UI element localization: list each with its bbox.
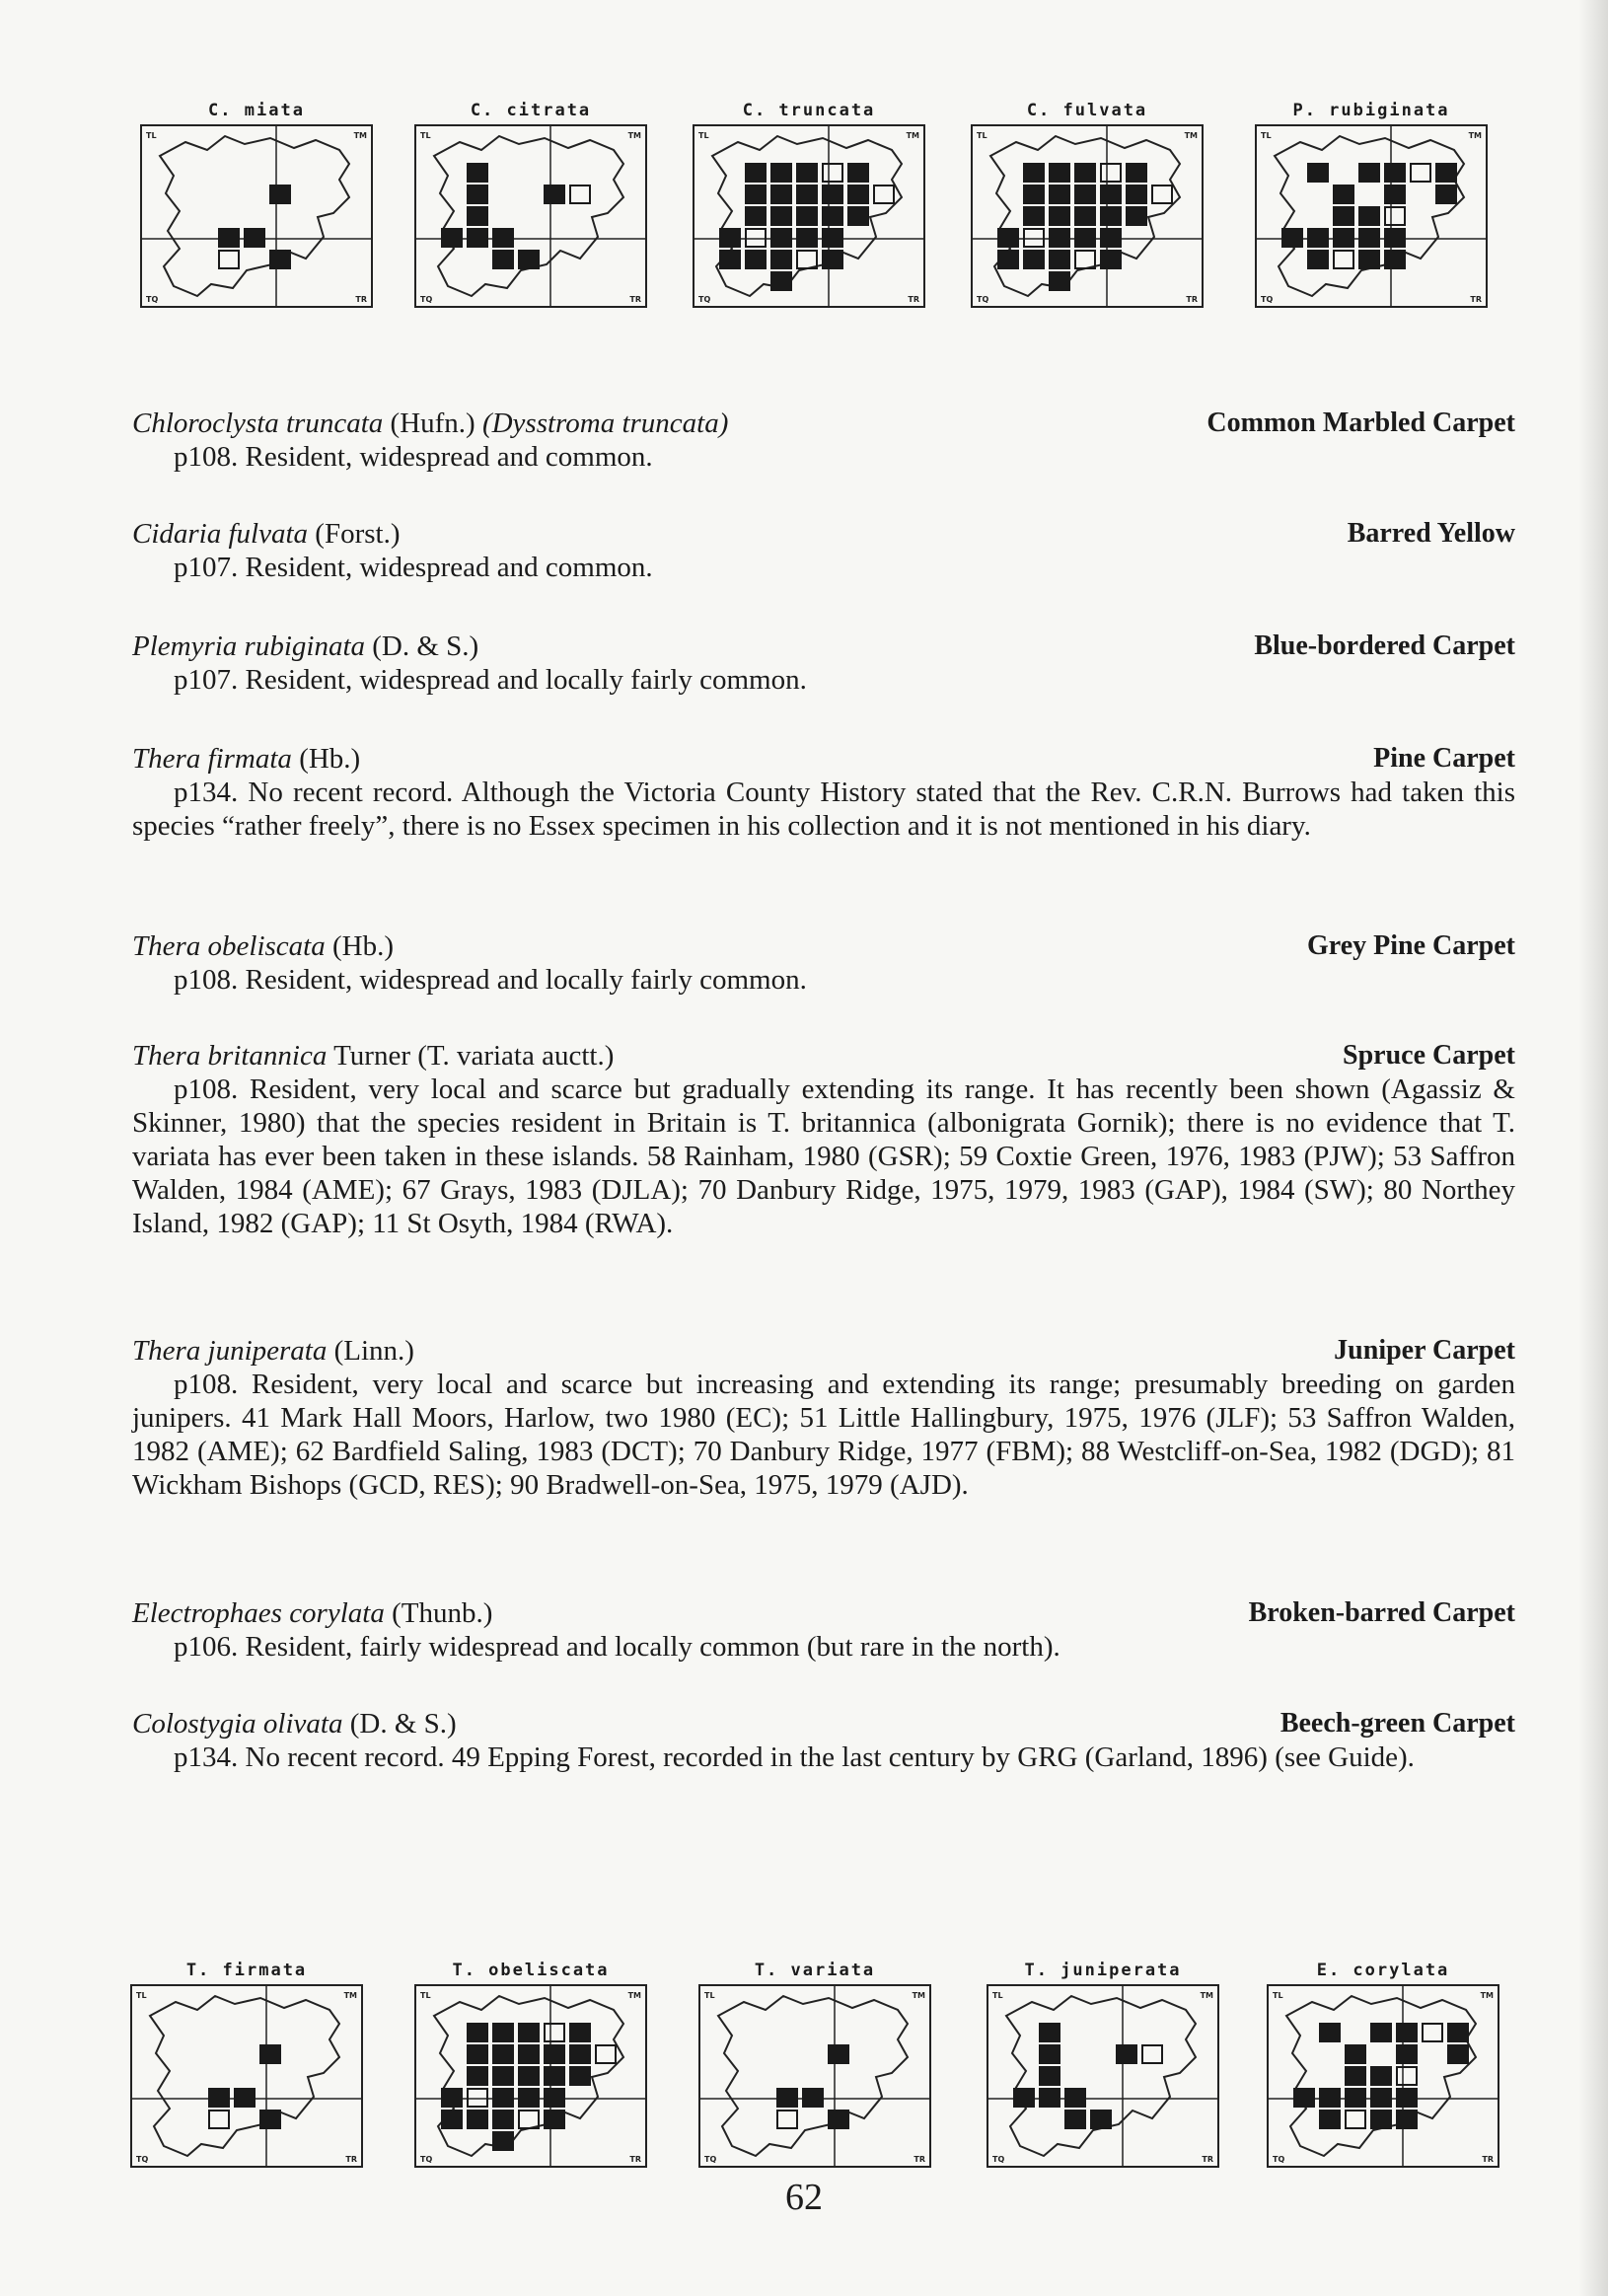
species-entry <box>132 1707 1515 1774</box>
map-corner-label: TL <box>1273 1991 1283 2000</box>
record-square <box>468 229 487 247</box>
record-square <box>1371 2067 1391 2085</box>
map-figure <box>691 122 927 310</box>
record-square <box>1320 2111 1340 2128</box>
record-square <box>720 251 740 268</box>
record-square <box>823 229 842 247</box>
record-square <box>1075 229 1095 247</box>
map-corner-label: TM <box>1184 131 1198 140</box>
record-square <box>1397 2111 1417 2128</box>
species-entry <box>132 1039 1515 1240</box>
record-square <box>1385 185 1405 203</box>
county-outline <box>1006 1996 1196 2156</box>
record-square <box>771 207 791 225</box>
record-square <box>545 2045 564 2063</box>
entry-text: p107. Resident, widespread and common. <box>174 552 653 583</box>
map-corner-label: TR <box>1482 2155 1494 2164</box>
entry-text: p108. Resident, very local and scarce but gradually extending its range. It has recently been shown (Agassiz & Skinner, 1980) that the species resident in Britain is T. britannica (albonigrata Gornik); there is no evidence that T. variata has ever been taken in these islands. 58 Rainham, 1980 (GSR); 59 Coxtie Green, 1976, 1983 (PJW); 53 Saffron Walden, 1984 (AME); 67 Grays, 1983 (DJLA); 70 Danbury Ridge, 1975, 1979, 1983 (GAP), 1984 (SW); 80 Northey Island, 1982 (GAP); 11 St Osyth, 1984 (RWA). <box>132 1074 1515 1239</box>
entry-text: p108. Resident, widespread and common. <box>174 441 653 473</box>
record-square <box>219 251 239 268</box>
map-svg <box>696 1982 933 2170</box>
entry-text: p108. Resident, widespread and locally fairly common. <box>174 964 807 996</box>
record-square <box>1334 251 1353 268</box>
map-figure <box>969 122 1206 310</box>
entry-text: p134. No recent record. 49 Epping Forest, recorded in the last century by GRG (Garland, 1896) (see Guide). <box>174 1741 1415 1773</box>
record-square <box>1282 229 1302 247</box>
entry-heading <box>132 1596 1515 1630</box>
scientific-name: Thera juniperata <box>132 1335 328 1367</box>
common-name: Beech-green Carpet <box>1279 1708 1515 1739</box>
species-entry <box>132 929 1515 997</box>
map-svg <box>691 122 927 310</box>
scientific-name: Cidaria fulvata <box>132 518 309 550</box>
map-svg <box>985 1982 1221 2170</box>
map-corner-label: TL <box>698 131 709 140</box>
record-square <box>1294 2089 1314 2107</box>
record-square <box>493 251 513 268</box>
map-corner-label: TQ <box>992 2155 1005 2164</box>
map-corner-label: TM <box>1468 131 1482 140</box>
record-square <box>570 2024 590 2041</box>
page-number: 62 <box>785 2177 823 2218</box>
common-name: Barred Yellow <box>1347 518 1515 549</box>
record-square <box>797 185 817 203</box>
record-square <box>219 229 239 247</box>
record-square <box>519 2089 539 2107</box>
record-square <box>771 185 791 203</box>
record-square <box>493 2024 513 2041</box>
record-square <box>771 251 791 268</box>
record-square <box>1024 185 1044 203</box>
map-corner-label: TM <box>1200 1991 1213 2000</box>
entry-heading <box>132 742 1515 776</box>
record-square <box>823 207 842 225</box>
map-corner-label: TR <box>629 295 641 304</box>
record-square <box>1359 229 1379 247</box>
record-square <box>1371 2111 1391 2128</box>
record-square <box>1117 2045 1136 2063</box>
record-square <box>209 2089 229 2107</box>
record-square <box>1346 2111 1365 2128</box>
record-square <box>235 2089 255 2107</box>
record-square <box>823 164 842 182</box>
record-square <box>1308 251 1328 268</box>
record-square <box>777 2089 797 2107</box>
map-corner-label: TL <box>420 131 431 140</box>
map-corner-label: TM <box>912 1991 925 2000</box>
record-square <box>493 2111 513 2128</box>
map-title: E. corylata <box>1316 1961 1450 1980</box>
record-square <box>1127 185 1146 203</box>
common-name: Spruce Carpet <box>1343 1040 1515 1071</box>
record-square <box>1359 207 1379 225</box>
scientific-name: Thera firmata <box>132 743 292 775</box>
map-corner-label: TL <box>992 1991 1003 2000</box>
record-square <box>1127 207 1146 225</box>
record-square <box>1101 229 1121 247</box>
record-square <box>1040 2067 1060 2085</box>
record-square <box>1385 207 1405 225</box>
map-corner-label: TM <box>343 1991 357 2000</box>
map-svg <box>138 122 375 310</box>
authority: Turner <box>327 1040 418 1072</box>
entry-text: p106. Resident, fairly widespread and locally common (but rare in the north). <box>174 1631 1060 1663</box>
record-square <box>1024 229 1044 247</box>
authority: (Hb.) <box>325 930 395 962</box>
record-square <box>823 185 842 203</box>
record-square <box>493 2045 513 2063</box>
record-square <box>1346 2045 1365 2063</box>
distribution-map <box>969 99 1206 310</box>
county-outline <box>150 1996 339 2156</box>
map-figure <box>696 1982 933 2170</box>
record-square <box>1050 185 1069 203</box>
record-square <box>1385 164 1405 182</box>
record-square <box>998 229 1018 247</box>
record-square <box>468 2067 487 2085</box>
entry-text: p108. Resident, very local and scarce but increasing and extending its range; presumably breeding on garden junipers. 41 Mark Hall Moors, Harlow, two 1980 (EC); 51 Little Hallingbury, 1975, 1976 (JLF); 53 Saffron Walden, 1982 (AME); 62 Bardfield Saling, 1983 (DCT); 70 Danbury Ridge, 1977 (FBM); 88 Westcliff-on-Sea, 1982 (DGD); 81 Wickham Bishops (GCD, RES); 90 Bradwell-on-Sea, 1975, 1979 (AJD). <box>132 1369 1515 1501</box>
map-corner-label: TM <box>627 131 641 140</box>
record-square <box>1346 2089 1365 2107</box>
authority: (Hufn.) <box>383 407 482 439</box>
record-square <box>848 185 868 203</box>
authority: (Linn.) <box>327 1335 414 1367</box>
record-square <box>442 229 462 247</box>
record-square <box>803 2089 823 2107</box>
record-square <box>570 185 590 203</box>
record-square <box>468 2111 487 2128</box>
map-title: T. obeliscata <box>452 1961 610 1980</box>
map-corner-label: TL <box>420 1991 431 2000</box>
record-square <box>468 2024 487 2041</box>
entry-heading <box>132 1039 1515 1073</box>
record-square <box>797 229 817 247</box>
record-square <box>746 207 766 225</box>
record-square <box>1075 164 1095 182</box>
record-square <box>596 2045 616 2063</box>
record-square <box>442 2089 462 2107</box>
map-corner-label: TR <box>914 2155 925 2164</box>
map-title: T. juniperata <box>1024 1961 1182 1980</box>
record-square <box>1075 207 1095 225</box>
entry-heading <box>132 407 1515 440</box>
record-square <box>1320 2024 1340 2041</box>
record-square <box>545 2111 564 2128</box>
scientific-name: Thera britannica <box>132 1040 328 1072</box>
record-square <box>468 2089 487 2107</box>
record-square <box>545 2089 564 2107</box>
record-square <box>1101 207 1121 225</box>
record-square <box>1346 2067 1365 2085</box>
map-corner-label: TR <box>355 295 367 304</box>
distribution-map <box>691 99 927 310</box>
record-square <box>519 2111 539 2128</box>
map-corner-label: TR <box>345 2155 357 2164</box>
record-square <box>848 207 868 225</box>
map-corner-label: TL <box>1261 131 1272 140</box>
map-figure <box>985 1982 1221 2170</box>
record-square <box>1050 272 1069 290</box>
record-square <box>797 207 817 225</box>
record-square <box>1385 229 1405 247</box>
map-corner-label: TQ <box>977 295 989 304</box>
record-square <box>545 2067 564 2085</box>
scientific-name: Thera obeliscata <box>132 930 326 962</box>
record-square <box>1371 2089 1391 2107</box>
record-square <box>1024 251 1044 268</box>
map-corner-label: TM <box>1480 1991 1494 2000</box>
record-square <box>1024 207 1044 225</box>
map-figure <box>128 1982 365 2170</box>
record-square <box>1101 251 1121 268</box>
record-square <box>848 164 868 182</box>
map-svg <box>969 122 1206 310</box>
map-svg <box>1265 1982 1501 2170</box>
record-square <box>746 185 766 203</box>
record-square <box>468 185 487 203</box>
map-figure <box>1253 122 1490 310</box>
scientific-name: Chloroclysta truncata <box>132 407 384 439</box>
record-square <box>493 2132 513 2150</box>
entry-heading <box>132 1707 1515 1741</box>
species-entry <box>132 407 1515 474</box>
map-svg <box>128 1982 365 2170</box>
map-svg <box>412 122 649 310</box>
record-square <box>1359 164 1379 182</box>
common-name: Broken-barred Carpet <box>1248 1597 1515 1628</box>
county-outline <box>160 136 349 296</box>
record-square <box>1065 2089 1085 2107</box>
map-corner-label: TQ <box>136 2155 149 2164</box>
entry-heading <box>132 929 1515 963</box>
scientific-name: Colostygia olivata <box>132 1708 343 1740</box>
map-corner-label: TR <box>908 295 919 304</box>
map-figure <box>412 122 649 310</box>
record-square <box>823 251 842 268</box>
record-square <box>746 229 766 247</box>
record-square <box>777 2111 797 2128</box>
record-square <box>493 2089 513 2107</box>
record-square <box>1334 185 1353 203</box>
record-square <box>1091 2111 1111 2128</box>
record-square <box>519 2067 539 2085</box>
map-corner-label: TM <box>627 1991 641 2000</box>
common-name: Juniper Carpet <box>1334 1335 1515 1366</box>
record-square <box>493 2067 513 2085</box>
distribution-map <box>985 1959 1221 2170</box>
record-square <box>1371 2024 1391 2041</box>
record-square <box>1334 207 1353 225</box>
map-svg <box>1253 122 1490 310</box>
record-square <box>245 229 264 247</box>
record-square <box>1040 2045 1060 2063</box>
map-corner-label: TQ <box>704 2155 717 2164</box>
species-entry <box>132 630 1515 697</box>
record-square <box>771 164 791 182</box>
county-outline <box>718 1996 908 2156</box>
record-square <box>1397 2024 1417 2041</box>
record-square <box>797 164 817 182</box>
distribution-map <box>696 1959 933 2170</box>
county-outline <box>434 136 623 296</box>
record-square <box>1334 229 1353 247</box>
record-square <box>1448 2045 1468 2063</box>
record-square <box>1101 185 1121 203</box>
map-corner-label: TR <box>1186 295 1198 304</box>
map-title: C. truncata <box>742 101 876 120</box>
map-corner-label: TQ <box>698 295 711 304</box>
distribution-map <box>412 99 649 310</box>
record-square <box>1101 164 1121 182</box>
synonym: (T. variata auctt.) <box>417 1040 615 1072</box>
record-square <box>468 207 487 225</box>
record-square <box>1040 2089 1060 2107</box>
record-square <box>771 272 791 290</box>
entry-heading <box>132 517 1515 551</box>
map-title: C. fulvata <box>1026 101 1148 120</box>
record-square <box>493 229 513 247</box>
species-entry <box>132 1334 1515 1502</box>
map-title: C. miata <box>208 101 305 120</box>
record-square <box>570 2067 590 2085</box>
record-square <box>442 2111 462 2128</box>
record-square <box>468 2045 487 2063</box>
scientific-name: Electrophaes corylata <box>132 1597 385 1629</box>
record-square <box>519 2024 539 2041</box>
map-figure <box>412 1982 649 2170</box>
map-corner-label: TQ <box>420 2155 433 2164</box>
record-square <box>746 164 766 182</box>
record-square <box>998 251 1018 268</box>
record-square <box>1050 207 1069 225</box>
map-corner-label: TM <box>353 131 367 140</box>
record-square <box>1024 164 1044 182</box>
record-square <box>519 2045 539 2063</box>
record-square <box>1065 2111 1085 2128</box>
authority: (Forst.) <box>308 518 401 550</box>
authority: (Hb.) <box>291 743 361 775</box>
record-square <box>1359 251 1379 268</box>
map-corner-label: TR <box>1202 2155 1213 2164</box>
map-corner-label: TQ <box>1261 295 1274 304</box>
record-square <box>1308 164 1328 182</box>
map-title: C. citrata <box>470 101 592 120</box>
record-square <box>746 251 766 268</box>
species-entry <box>132 517 1515 584</box>
common-name: Common Marbled Carpet <box>1206 407 1515 438</box>
map-title: T. variata <box>754 1961 876 1980</box>
record-square <box>1308 229 1328 247</box>
record-square <box>1142 2045 1162 2063</box>
authority: (D. & S.) <box>342 1708 457 1740</box>
distribution-map <box>1265 1959 1501 2170</box>
map-figure <box>138 122 375 310</box>
distribution-map <box>138 99 375 310</box>
record-square <box>1397 2089 1417 2107</box>
common-name: Grey Pine Carpet <box>1307 930 1515 961</box>
map-corner-label: TR <box>629 2155 641 2164</box>
entry-heading <box>132 630 1515 663</box>
record-square <box>829 2111 848 2128</box>
entry-text: p107. Resident, widespread and locally fairly common. <box>174 664 807 696</box>
record-square <box>1040 2024 1060 2041</box>
authority: (D. & S.) <box>365 630 479 662</box>
record-square <box>468 164 487 182</box>
record-square <box>771 229 791 247</box>
record-square <box>545 185 564 203</box>
common-name: Pine Carpet <box>1373 743 1515 774</box>
record-square <box>1385 251 1405 268</box>
distribution-map <box>412 1959 649 2170</box>
record-square <box>1050 164 1069 182</box>
record-square <box>1397 2045 1417 2063</box>
map-corner-label: TR <box>1470 295 1482 304</box>
record-square <box>829 2045 848 2063</box>
map-corner-label: TL <box>977 131 987 140</box>
map-corner-label: TQ <box>420 295 433 304</box>
distribution-map <box>1253 99 1490 310</box>
map-title: T. firmata <box>185 1961 308 1980</box>
record-square <box>1050 229 1069 247</box>
record-square <box>1320 2089 1340 2107</box>
record-square <box>1423 2024 1442 2041</box>
distribution-map <box>128 1959 365 2170</box>
entry-heading <box>132 1334 1515 1368</box>
record-square <box>1448 2024 1468 2041</box>
map-corner-label: TL <box>704 1991 715 2000</box>
record-square <box>1075 185 1095 203</box>
record-square <box>1436 185 1456 203</box>
species-entry <box>132 1596 1515 1664</box>
map-title: P. rubiginata <box>1292 101 1450 120</box>
species-entry <box>132 742 1515 843</box>
record-square <box>1436 164 1456 182</box>
record-square <box>1014 2089 1034 2107</box>
record-square <box>720 229 740 247</box>
record-square <box>874 185 894 203</box>
record-square <box>1075 251 1095 268</box>
synonym: (Dysstroma truncata) <box>481 407 729 439</box>
scientific-name: Plemyria rubiginata <box>132 630 366 662</box>
map-corner-label: TM <box>906 131 919 140</box>
map-corner-label: TL <box>146 131 157 140</box>
record-square <box>1411 164 1430 182</box>
record-square <box>570 2045 590 2063</box>
map-figure <box>1265 1982 1501 2170</box>
record-square <box>1152 185 1172 203</box>
map-corner-label: TQ <box>146 295 159 304</box>
record-square <box>270 251 290 268</box>
record-square <box>1127 164 1146 182</box>
map-svg <box>412 1982 649 2170</box>
map-corner-label: TQ <box>1273 2155 1285 2164</box>
common-name: Blue-bordered Carpet <box>1254 630 1515 661</box>
record-square <box>260 2045 280 2063</box>
record-square <box>260 2111 280 2128</box>
record-square <box>270 185 290 203</box>
top-map-row <box>0 99 1608 355</box>
record-square <box>797 251 817 268</box>
entry-text: p134. No recent record. Although the Victoria County History stated that the Rev. C.R.N. Burrows had taken this species “rather freely”, there is no Essex specimen in his collection and it is not mentioned in his diary. <box>132 777 1515 842</box>
record-square <box>209 2111 229 2128</box>
record-square <box>1397 2067 1417 2085</box>
authority: (Thunb.) <box>384 1597 493 1629</box>
record-square <box>519 251 539 268</box>
record-square <box>545 2024 564 2041</box>
record-square <box>1050 251 1069 268</box>
map-corner-label: TL <box>136 1991 147 2000</box>
